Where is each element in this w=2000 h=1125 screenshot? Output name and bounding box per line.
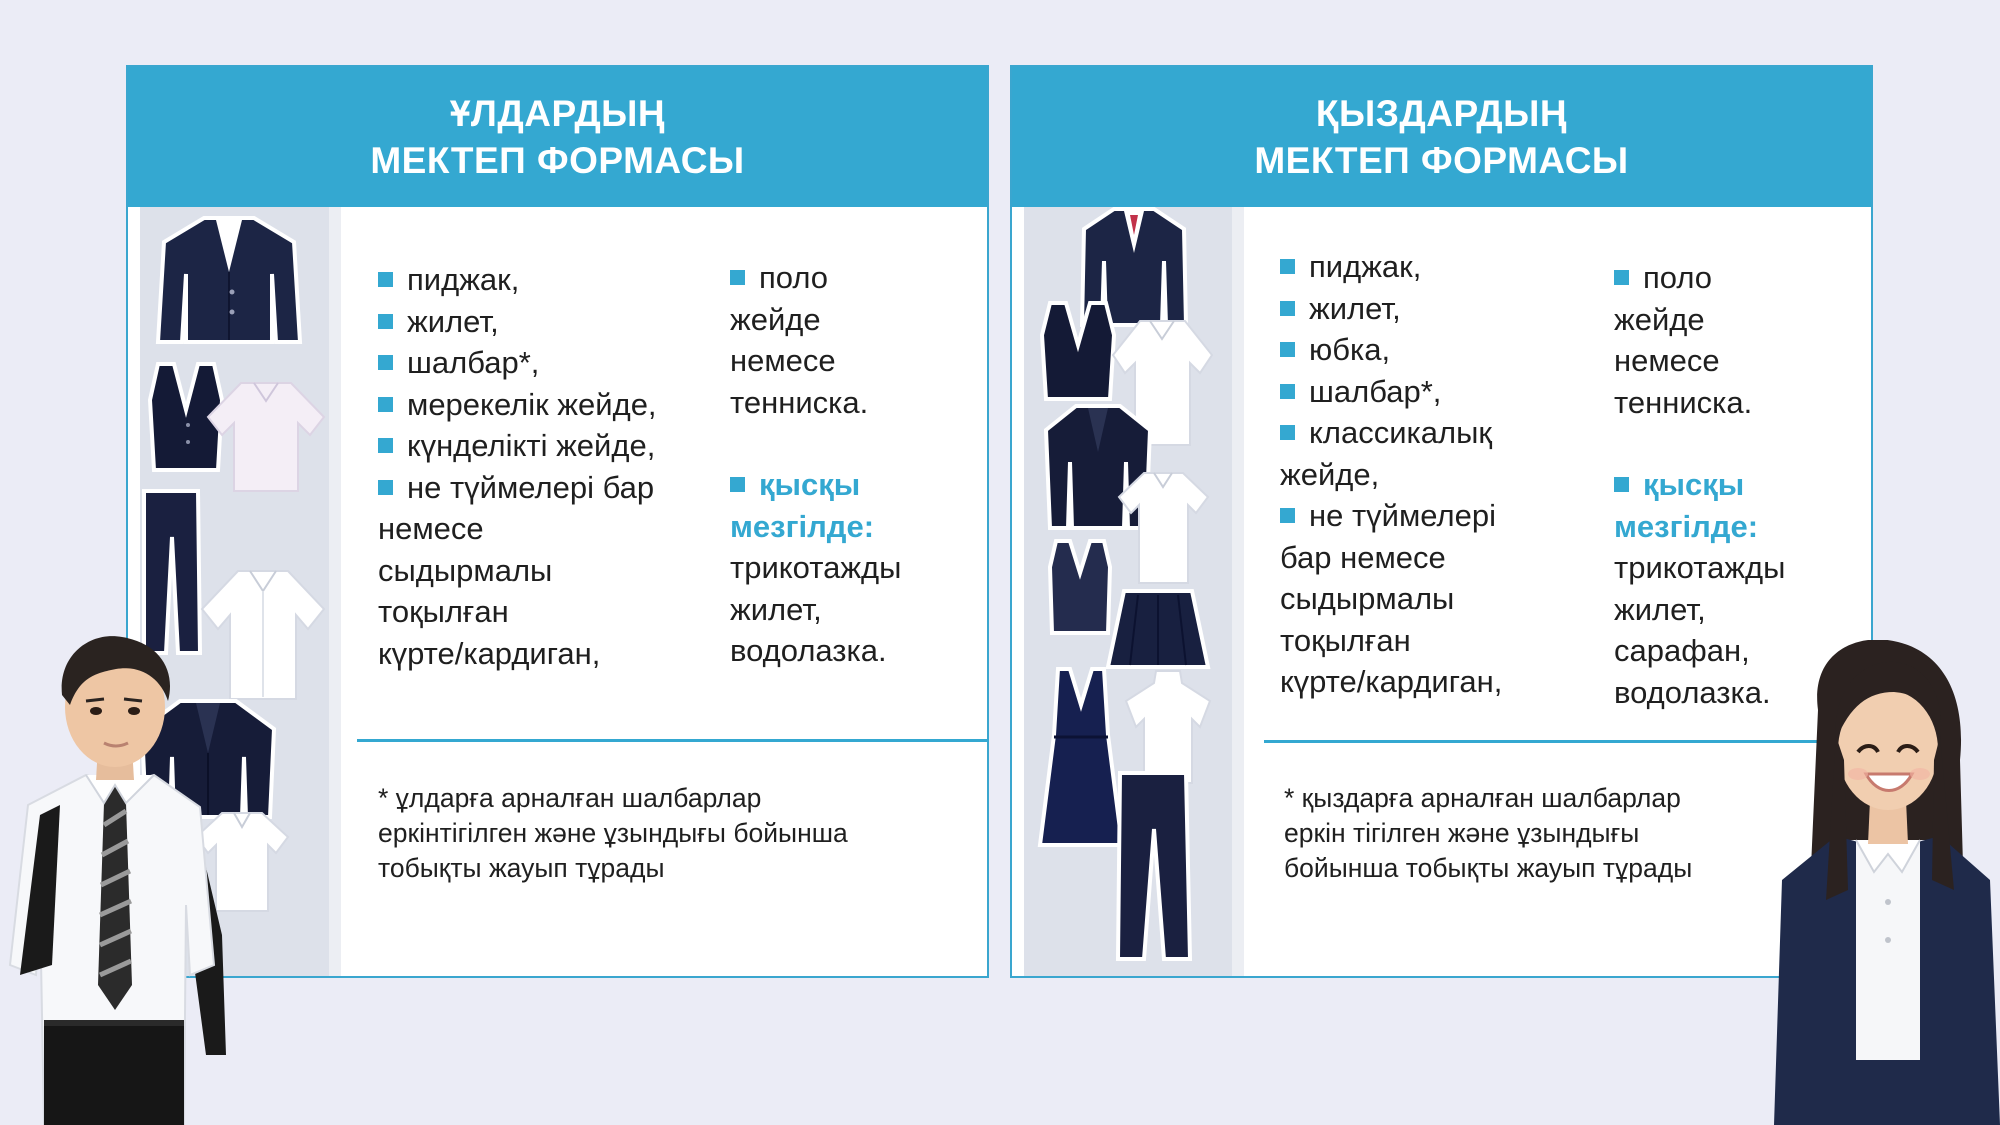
girls-divider bbox=[1264, 740, 1819, 743]
white-shirt-icon bbox=[206, 377, 326, 497]
girls-season-heading: қысқы bbox=[1643, 467, 1745, 502]
list-item: тоқылған bbox=[1280, 622, 1411, 658]
boys-divider bbox=[357, 739, 989, 742]
girls-footnote: * қыздарға арналған шалбарлар еркін тігілген және ұзындығы бойынша тобықты жауып тұрады bbox=[1284, 783, 1693, 883]
girls-season-item: водолазка. bbox=[1614, 674, 1771, 710]
girls-title-line2: МЕКТЕП ФОРМАСЫ bbox=[1254, 140, 1629, 181]
girls-title-line1: ҚЫЗДАРДЫҢ bbox=[1315, 93, 1568, 134]
bullet-icon bbox=[378, 480, 393, 495]
bullet-icon bbox=[1280, 259, 1295, 274]
bullet-icon bbox=[1280, 301, 1295, 316]
boys-uniform-panel bbox=[126, 65, 989, 978]
bullet-icon bbox=[378, 272, 393, 287]
skirt-icon bbox=[1104, 587, 1212, 672]
list-item: мерекелік жейде, bbox=[378, 384, 657, 426]
bullet-icon bbox=[378, 397, 393, 412]
bullet-icon bbox=[730, 477, 745, 492]
list-item: тоқылған bbox=[378, 594, 509, 629]
bullet-icon bbox=[378, 314, 393, 329]
trousers-icon bbox=[138, 487, 204, 657]
girls-extra-line: поло bbox=[1643, 260, 1713, 295]
vest-icon bbox=[1038, 299, 1118, 404]
boys-season-item: трикотажды bbox=[730, 550, 902, 585]
bullet-icon bbox=[1280, 508, 1295, 523]
boys-extra-column bbox=[730, 257, 901, 672]
list-item: сыдырмалы bbox=[1280, 581, 1455, 616]
girls-season-item: сарафан, bbox=[1614, 633, 1750, 668]
list-item: шалбар*, bbox=[378, 342, 657, 384]
boys-extra-line: тенниска. bbox=[730, 384, 869, 420]
boys-title-line2: МЕКТЕП ФОРМАСЫ bbox=[370, 140, 745, 181]
bullet-icon bbox=[1280, 384, 1295, 399]
list-item: юбка, bbox=[1280, 329, 1502, 371]
boys-extra-line: жейде bbox=[730, 301, 821, 337]
boys-items-list bbox=[378, 259, 657, 674]
boys-footnote: * ұлдарға арналған шалбарлар еркінтігілген және ұзындығы бойынша тобықты жауып тұрады bbox=[378, 783, 848, 883]
bullet-icon bbox=[1614, 270, 1629, 285]
trousers-icon bbox=[1112, 769, 1194, 964]
list-item: не түймелері бар bbox=[378, 467, 657, 509]
list-item: сыдырмалы bbox=[378, 552, 553, 588]
girls-items-list bbox=[1280, 246, 1502, 703]
bullet-icon bbox=[378, 438, 393, 453]
list-item: күрте/кардиган, bbox=[378, 635, 601, 671]
girls-extra-line: тенниска. bbox=[1614, 384, 1753, 420]
girls-extra-column bbox=[1614, 257, 1785, 713]
boys-season-heading-2: мезгілде: bbox=[730, 508, 875, 544]
list-item: бар немесе bbox=[1280, 539, 1446, 575]
schoolgirl-figure bbox=[1770, 640, 2000, 1125]
girls-extra-line: жейде bbox=[1614, 301, 1705, 337]
girls-extra-line: немесе bbox=[1614, 343, 1720, 378]
bullet-icon bbox=[378, 355, 393, 370]
list-item: жейде, bbox=[1280, 456, 1380, 492]
girls-season-heading-2: мезгілде: bbox=[1614, 508, 1759, 544]
bullet-icon bbox=[1280, 342, 1295, 357]
list-item: шалбар*, bbox=[1280, 371, 1502, 413]
list-item: жилет, bbox=[1280, 288, 1502, 330]
boys-title-line1: ҰЛДАРДЫҢ bbox=[449, 93, 666, 134]
list-item: классикалық bbox=[1280, 412, 1502, 454]
list-item: немесе bbox=[378, 511, 484, 546]
list-item: күнделікті жейде, bbox=[378, 425, 657, 467]
bullet-icon bbox=[1614, 477, 1629, 492]
bullet-icon bbox=[730, 270, 745, 285]
boys-extra-line: немесе bbox=[730, 343, 836, 378]
girls-season-item: жилет, bbox=[1614, 591, 1706, 627]
list-item: жилет, bbox=[378, 301, 657, 343]
blazer-icon bbox=[154, 212, 304, 347]
list-item: пиджак, bbox=[378, 259, 657, 301]
boys-season-item: жилет, bbox=[730, 591, 822, 627]
list-item: пиджак, bbox=[1280, 246, 1502, 288]
boys-extra-line: поло bbox=[759, 260, 829, 295]
girls-season-item: трикотажды bbox=[1614, 550, 1786, 585]
boys-panel-header bbox=[128, 67, 987, 207]
list-item: күрте/кардиган, bbox=[1280, 664, 1503, 699]
girls-uniform-panel bbox=[1010, 65, 1873, 978]
schoolboy-figure bbox=[0, 635, 240, 1125]
short-sleeve-blouse-icon bbox=[1116, 467, 1211, 587]
bullet-icon bbox=[1280, 425, 1295, 440]
girls-panel-header bbox=[1012, 67, 1871, 207]
boys-season-heading: қысқы bbox=[759, 467, 861, 502]
boys-season-item: водолазка. bbox=[730, 633, 887, 668]
list-item: не түймелері bbox=[1280, 495, 1502, 537]
